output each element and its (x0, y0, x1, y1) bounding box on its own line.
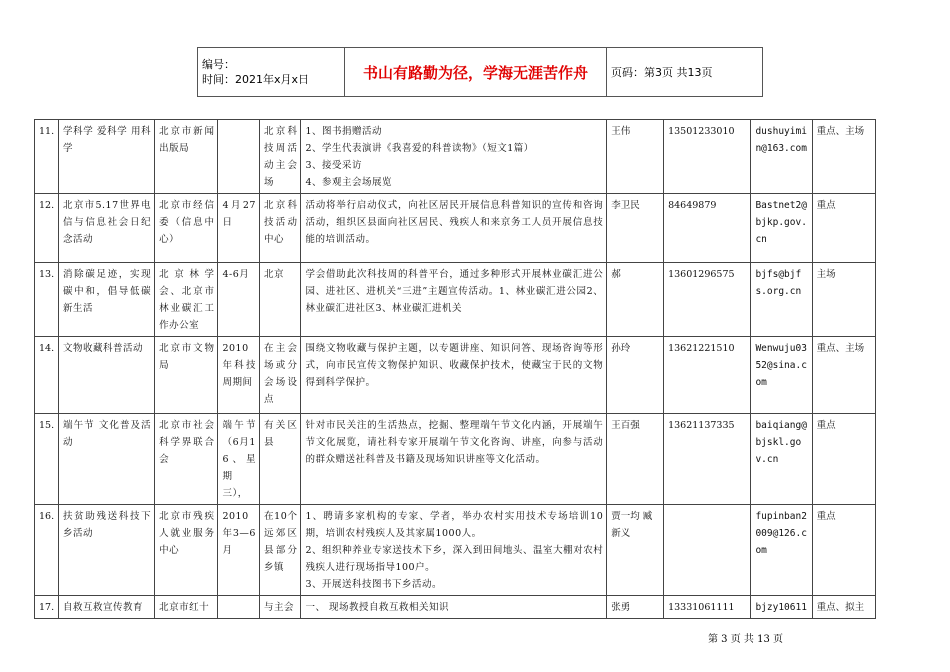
motto: 书山有路勤为径，学海无涯苦作舟 (345, 48, 607, 97)
row-number: 17. (35, 596, 59, 619)
activity-place: 北京科技活动中心 (259, 194, 301, 263)
activity-name: 文物收藏科普活动 (59, 337, 155, 414)
organizer: 北京市社会科学界联合会 (155, 414, 218, 505)
activity-time: 2010年科技周期间 (218, 337, 260, 414)
contact-phone: 84649879 (664, 194, 751, 263)
activity-type: 重点、主场 (812, 337, 875, 414)
organizer: 北京市残疾人就业服务中心 (155, 505, 218, 596)
header-left-cell (198, 48, 345, 97)
table-row (35, 120, 876, 194)
table-row (35, 263, 876, 337)
table-row (35, 505, 876, 596)
contact-person: 贾一均 臧新义 (607, 505, 664, 596)
contact-phone: 13621137335 (664, 414, 751, 505)
activity-name: 扶贫助残送科技下乡活动 (59, 505, 155, 596)
activity-time: 2010年3—6月 (218, 505, 260, 596)
contact-person: 王伟 (607, 120, 664, 194)
contact-phone: 13331061111 (664, 596, 751, 619)
row-number: 14. (35, 337, 59, 414)
content-line: 3、接受采访 (305, 160, 363, 171)
contact-email: fupinban2009@126.com (751, 505, 812, 596)
contact-email: dushuyimin@163.com (751, 120, 812, 194)
activity-content (301, 263, 607, 337)
content-line: 学会借助此次科技周的科普平台，通过多种形式开展林业碳汇进公园、进社区、进机关“三进”主题宣传活动。1、林业碳汇进公园2、林业碳汇进社区3、林业碳汇进机关 (305, 269, 604, 314)
content-line: 2、学生代表演讲《我喜爱的科普读物》（短文1篇） (305, 143, 534, 154)
content-line: 一、 现场教授自救互救相关知识 (305, 602, 449, 613)
activity-type: 重点 (812, 194, 875, 263)
contact-person: 孙玲 (607, 337, 664, 414)
activity-place: 在主会场或分会场设点 (259, 337, 301, 414)
row-number: 16. (35, 505, 59, 596)
activity-place: 有关区县 (259, 414, 301, 505)
number-label: 编号： (202, 58, 235, 71)
table-row (35, 596, 876, 619)
activity-type: 主场 (812, 263, 875, 337)
page-header (197, 47, 763, 97)
activity-place: 北京科技周活动主会场 (259, 120, 301, 194)
contact-phone: 13601296575 (664, 263, 751, 337)
page-footer: 第 3 页 共 13 页 (708, 634, 783, 645)
activity-type: 重点、拟主 (812, 596, 875, 619)
contact-email: baiqiang@bjskl.gov.cn (751, 414, 812, 505)
content-line: 活动将举行启动仪式，向社区居民开展信息科普知识的宣传和咨询活动，组织区县面向社区居民、残疾人和来京务工人员开展信息技能的培训活动。 (305, 200, 604, 245)
table-row (35, 414, 876, 505)
activity-type: 重点 (812, 505, 875, 596)
page-label: 页码：第3页 共13页 (607, 48, 763, 97)
activity-time (218, 120, 260, 194)
contact-person: 李卫民 (607, 194, 664, 263)
activity-content (301, 596, 607, 619)
activity-type: 重点、主场 (812, 120, 875, 194)
row-number: 13. (35, 263, 59, 337)
activity-table (34, 119, 876, 619)
activity-name: 北京市5.17世界电信与信息社会日纪念活动 (59, 194, 155, 263)
contact-email: Bastnet2@bjkp.gov.cn (751, 194, 812, 263)
contact-phone (664, 505, 751, 596)
activity-content (301, 120, 607, 194)
contact-person: 张勇 (607, 596, 664, 619)
content-line: 3、开展送科技图书下乡活动。 (305, 579, 443, 590)
organizer: 北京市新闻出版局 (155, 120, 218, 194)
content-line: 1、图书捐赠活动 (305, 126, 383, 137)
content-line: 围绕文物收藏与保护主题，以专题讲座、知识问答、现场咨询等形式，向市民宣传文物保护知识、收藏保护技术，使藏宝于民的文物得到科学保护。 (305, 343, 604, 388)
activity-name: 自救互救宣传教育 (59, 596, 155, 619)
contact-email: Wenwuju0352@sina.com (751, 337, 812, 414)
content-line: 1、聘请多家机构的专家、学者，举办农村实用技术专场培训10期，培训农村残疾人及其家属1000人。 (305, 511, 604, 539)
activity-content (301, 505, 607, 596)
activity-name: 消除碳足迹，实现碳中和，倡导低碳新生活 (59, 263, 155, 337)
activity-place: 与主会 (259, 596, 301, 619)
contact-email: bjfs@bjfs.org.cn (751, 263, 812, 337)
contact-person: 王百强 (607, 414, 664, 505)
activity-place: 在10个远郊区县部分乡镇 (259, 505, 301, 596)
organizer: 北京市红十 (155, 596, 218, 619)
contact-phone: 13621221510 (664, 337, 751, 414)
activity-time: 4-6月 (218, 263, 260, 337)
organizer: 北京市文物局 (155, 337, 218, 414)
row-number: 12. (35, 194, 59, 263)
content-line: 4、参观主会场展览 (305, 177, 393, 188)
content-line: 2、组织种养业专家送技术下乡，深入到田间地头、温室大棚对农村残疾人进行现场指导100户。 (305, 545, 604, 573)
activity-place: 北京 (259, 263, 301, 337)
time-label: 时间：2021年x月x日 (202, 73, 310, 86)
contact-person: 郝 (607, 263, 664, 337)
row-number: 15. (35, 414, 59, 505)
organizer: 北京市经信委（信息中心） (155, 194, 218, 263)
activity-content (301, 194, 607, 263)
table-row (35, 194, 876, 263)
table-row (35, 337, 876, 414)
activity-name: 学科学 爱科学 用科学 (59, 120, 155, 194)
activity-time: 4月27日 (218, 194, 260, 263)
content-line: 针对市民关注的生活热点，挖掘、整理端午节文化内涵，开展端午节文化展览，请社科专家开展端午节文化咨询、讲座，向参与活动的群众赠送社科普及书籍及现场知识讲座等文化活动。 (305, 420, 604, 465)
activity-content (301, 337, 607, 414)
activity-content (301, 414, 607, 505)
contact-phone: 13501233010 (664, 120, 751, 194)
activity-time: 端午节（6月16、星期三）， (218, 414, 260, 505)
row-number: 11. (35, 120, 59, 194)
activity-name: 端午节 文化普及活动 (59, 414, 155, 505)
contact-email: bjzy10611 (751, 596, 812, 619)
activity-type: 重点 (812, 414, 875, 505)
activity-time (218, 596, 260, 619)
organizer: 北京林学会、北京市林业碳汇工作办公室 (155, 263, 218, 337)
